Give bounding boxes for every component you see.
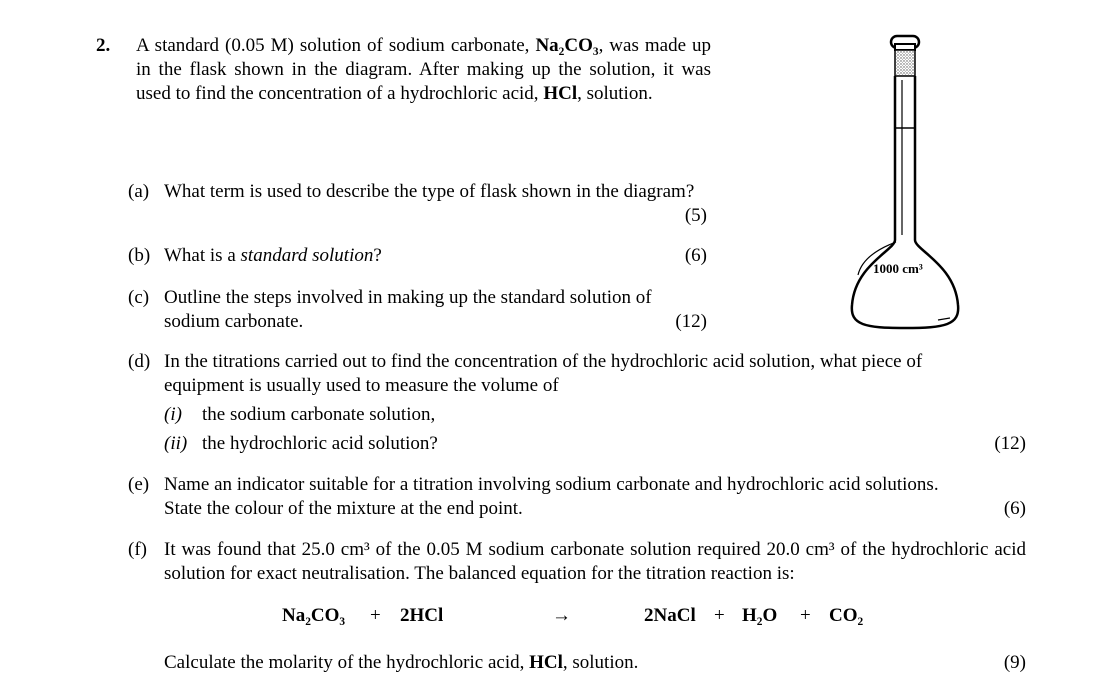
flask-volume-label: 1000 cm³	[873, 261, 923, 276]
intro-text-1: A standard (0.05 M) solution of sodium carbonate,	[136, 35, 536, 56]
part-f-calculate-text	[164, 651, 638, 675]
question-number: 2.	[96, 35, 111, 56]
part-f-calc-text-end: , solution.	[562, 652, 639, 673]
part-d-text: In the titrations carried out to find the concentration of the hydrochloric acid solution, what piece of equipment is usually used to measure the volume of	[164, 351, 923, 396]
equation-reactant-hcl: 2HCl	[400, 605, 444, 626]
intro-formula-sodium-carbonate: Na₂CO₃	[535, 35, 599, 56]
intro-text-2: , was made up in the flask shown in the diagram. After making up the solution, it was used to find the concentration of a hydrochloric acid,	[136, 35, 712, 104]
equation-plus-3: +	[800, 605, 811, 626]
intro-formula-hcl: HCl	[543, 83, 578, 104]
part-e-line1: Name an indicator suitable for a titration involving sodium carbonate and hydrochloric acid solutions.	[164, 474, 939, 495]
part-d-sub-i-text: the sodium carbonate solution,	[202, 404, 436, 425]
balanced-equation	[0, 604, 1116, 630]
part-e-marks: (6)	[1003, 498, 1026, 519]
equation-arrow: →	[552, 605, 571, 626]
equation-reactant-sodium-carbonate: Na₂CO₃	[282, 605, 346, 626]
part-b-text-start: What is a	[164, 245, 241, 266]
equation-product-nacl: 2NaCl	[644, 605, 696, 626]
intro-text-3: , solution.	[577, 83, 653, 104]
equation-product-co2: CO₂	[829, 605, 864, 626]
part-f-calc-text-start: Calculate the molarity of the hydrochloric acid,	[164, 652, 530, 673]
part-c-marks: (12)	[675, 311, 707, 332]
part-a-marks: (5)	[684, 205, 707, 226]
volumetric-flask-diagram	[840, 30, 970, 335]
part-f-text: It was found that 25.0 cm³ of the 0.05 M sodium carbonate solution required 20.0 cm³ of the hydrochloric acid solution for exact neutralisation. The balanced equation for the titration reaction is:	[164, 539, 1026, 584]
part-b-label: (b)	[128, 245, 151, 266]
equation-product-water: H₂O	[742, 605, 778, 626]
part-b-text	[164, 244, 382, 268]
part-d-label: (d)	[128, 351, 151, 372]
flask-body	[852, 76, 958, 328]
part-c-label: (c)	[128, 287, 150, 308]
part-f-label: (f)	[128, 539, 147, 560]
equation-plus-2: +	[714, 605, 725, 626]
part-d-sub-ii-label: (ii)	[164, 433, 188, 454]
part-b-text-end: ?	[373, 245, 382, 266]
part-d-marks: (12)	[994, 433, 1026, 454]
part-b-italic-term: standard solution	[240, 245, 374, 266]
part-b-marks: (6)	[684, 245, 707, 266]
part-f-calc-formula: HCl	[529, 652, 563, 673]
part-d-sub-ii-text: the hydrochloric acid solution?	[202, 433, 438, 454]
part-a-label: (a)	[128, 181, 150, 202]
part-f-marks: (9)	[1003, 652, 1026, 673]
flask-details	[858, 80, 950, 320]
part-c-text: Outline the steps involved in making up the standard solution of sodium carbonate.	[164, 287, 652, 332]
part-a-text: What term is used to describe the type of flask shown in the diagram?	[164, 181, 695, 202]
part-e-label: (e)	[128, 474, 150, 495]
flask-stopper	[891, 36, 919, 76]
equation-plus-1: +	[370, 605, 381, 626]
question-intro	[136, 34, 711, 106]
part-d-sub-i-label: (i)	[164, 404, 182, 425]
part-e-line2: State the colour of the mixture at the end point.	[164, 498, 523, 519]
